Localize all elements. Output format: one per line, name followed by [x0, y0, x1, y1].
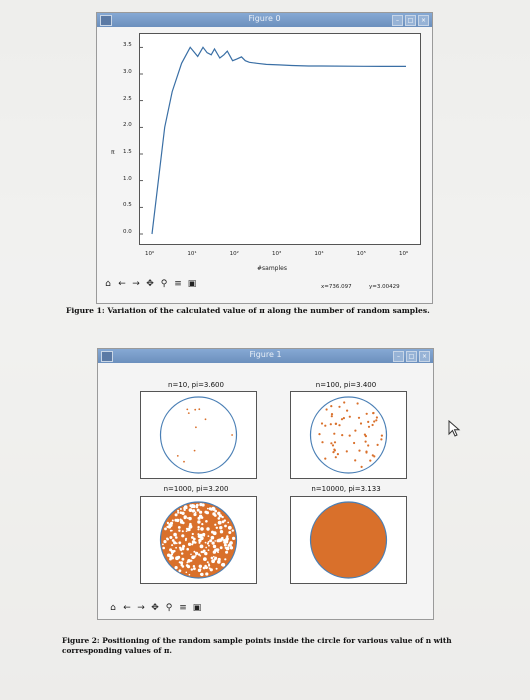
gap-mark — [185, 538, 187, 540]
figure-2-caption: Figure 2: Positioning of the random sample points inside the circle for various value of n with corresponding values of π. — [62, 636, 452, 655]
x-tick-label: 10⁰ — [145, 251, 155, 257]
gap-mark — [208, 563, 210, 565]
gap-mark — [173, 533, 177, 537]
sample-point — [343, 401, 345, 403]
gap-mark — [228, 526, 232, 530]
sample-point — [349, 435, 351, 437]
gap-mark — [186, 548, 189, 551]
gap-mark — [213, 531, 217, 535]
minimize-icon[interactable]: – — [393, 351, 404, 362]
sample-point — [354, 430, 356, 432]
gap-mark — [200, 527, 204, 531]
window-title: Figure 1 — [249, 350, 282, 359]
sample-point — [334, 441, 336, 443]
save-icon[interactable]: ▣ — [187, 279, 197, 289]
gap-mark — [224, 525, 227, 528]
titlebar[interactable] — [98, 349, 433, 363]
gap-mark — [225, 551, 228, 554]
sample-point — [365, 441, 367, 443]
gap-mark — [211, 536, 215, 540]
unit-circle — [161, 397, 237, 473]
gap-mark — [179, 569, 182, 572]
gap-mark — [196, 506, 198, 508]
gap-mark — [197, 509, 200, 512]
gap-mark — [199, 565, 202, 568]
titlebar[interactable] — [97, 13, 432, 27]
x-tick-label: 10¹ — [187, 251, 197, 257]
gap-mark — [220, 546, 223, 549]
gap-mark — [202, 504, 204, 506]
sample-point — [369, 460, 371, 462]
figure-1-caption: Figure 1: Variation of the calculated value of π along the number of random samples. — [66, 306, 430, 315]
gap-mark — [175, 547, 177, 549]
pan-icon[interactable]: ✥ — [151, 603, 159, 613]
gap-mark — [186, 530, 188, 532]
sample-point — [375, 419, 377, 421]
y-tick-label: 0.0 — [123, 229, 132, 235]
gap-mark — [210, 568, 213, 571]
home-icon[interactable]: ⌂ — [105, 279, 111, 289]
gap-mark — [189, 508, 193, 512]
gap-mark — [182, 546, 184, 548]
back-icon[interactable]: ← — [118, 279, 126, 289]
figure-1-window — [97, 348, 434, 620]
sample-point — [337, 453, 339, 455]
toolbar — [103, 279, 197, 289]
gap-mark — [171, 530, 173, 532]
gap-mark — [228, 531, 231, 534]
gap-mark — [175, 536, 178, 539]
gap-mark — [219, 526, 222, 529]
gap-mark — [216, 568, 218, 570]
gap-mark — [222, 520, 225, 523]
gap-mark — [167, 523, 169, 525]
gap-mark — [200, 573, 202, 575]
y-tick-label: 3.5 — [123, 42, 132, 49]
sample-point — [365, 435, 367, 437]
sample-point — [321, 422, 323, 424]
gap-mark — [208, 545, 210, 547]
sample-point — [324, 458, 326, 460]
subplot-title: n=10000, pi=3.133 — [311, 485, 381, 493]
gap-mark — [207, 508, 209, 510]
gap-mark — [169, 548, 172, 551]
gap-mark — [182, 530, 184, 532]
gap-mark — [226, 547, 230, 551]
gap-mark — [204, 511, 207, 514]
subplot-n100 — [290, 391, 407, 479]
sample-point — [372, 424, 374, 426]
sample-point — [324, 425, 326, 427]
pi-series-line — [152, 47, 406, 234]
gap-mark — [205, 520, 208, 523]
gap-mark — [201, 551, 203, 553]
sample-point — [349, 416, 351, 418]
gap-mark — [170, 557, 172, 559]
sample-point — [373, 455, 375, 457]
zoom-icon[interactable]: ⚲ — [165, 603, 173, 613]
sample-point — [381, 435, 383, 437]
sample-point — [332, 444, 334, 446]
sample-point — [205, 418, 207, 420]
configure-icon[interactable]: ≡ — [179, 603, 187, 613]
gap-mark — [227, 522, 229, 524]
gap-mark — [178, 526, 181, 529]
sample-point — [335, 456, 337, 458]
forward-icon[interactable]: → — [132, 279, 140, 289]
y-tick-label: 3.0 — [123, 69, 132, 75]
y-tick-label: 2.0 — [123, 122, 132, 129]
gap-mark — [168, 525, 171, 528]
sample-point — [361, 466, 363, 468]
sample-point — [353, 442, 355, 444]
gap-mark — [214, 510, 217, 513]
gap-mark — [188, 543, 191, 546]
gap-mark — [193, 551, 195, 553]
y-tick-label: 2.5 — [123, 95, 132, 102]
gap-mark — [187, 565, 190, 568]
sample-point — [335, 423, 337, 425]
sample-point — [177, 455, 179, 457]
sample-point — [368, 426, 370, 428]
sample-point — [331, 413, 333, 415]
gap-mark — [217, 512, 220, 515]
sample-point — [326, 408, 328, 410]
gap-mark — [212, 542, 215, 545]
sample-point — [330, 405, 332, 407]
minimize-icon[interactable]: – — [392, 15, 403, 26]
gap-mark — [186, 572, 188, 574]
gap-mark — [182, 558, 185, 561]
subplot-n10 — [140, 391, 257, 479]
gap-mark — [192, 533, 194, 535]
gap-mark — [232, 537, 235, 540]
sample-point — [360, 422, 362, 424]
gap-mark — [197, 528, 199, 530]
gap-mark — [172, 557, 174, 559]
gap-mark — [195, 553, 197, 555]
gap-mark — [218, 539, 222, 543]
sample-point — [358, 417, 360, 419]
sample-point — [188, 412, 190, 414]
gap-mark — [226, 535, 228, 537]
gap-mark — [181, 564, 184, 567]
gap-mark — [205, 542, 207, 544]
gap-mark — [218, 521, 220, 523]
gap-mark — [171, 553, 173, 555]
gap-mark — [213, 545, 216, 548]
gap-mark — [189, 525, 193, 529]
gap-mark — [208, 535, 210, 537]
gap-mark — [197, 520, 200, 523]
gap-mark — [177, 512, 179, 514]
gap-mark — [200, 545, 204, 549]
gap-mark — [179, 561, 181, 563]
window-title: Figure 0 — [248, 14, 281, 23]
sample-point — [357, 402, 359, 404]
gap-mark — [218, 517, 221, 520]
subplot-n1000 — [140, 496, 257, 584]
coordinate-y: y=3.00429 — [369, 284, 400, 290]
sample-point — [372, 412, 374, 414]
gap-mark — [198, 517, 201, 520]
gap-mark — [191, 504, 194, 507]
y-tick-label: 0.5 — [123, 202, 132, 209]
sample-point — [195, 426, 197, 428]
gap-mark — [187, 517, 189, 519]
gap-mark — [193, 538, 196, 541]
x-tick-label: 10³ — [272, 251, 282, 257]
sample-point — [367, 444, 369, 446]
gap-mark — [204, 552, 207, 555]
gap-mark — [205, 572, 208, 575]
sample-point — [341, 418, 343, 420]
sample-point — [321, 441, 323, 443]
gap-mark — [194, 541, 196, 543]
sample-point — [373, 420, 375, 422]
y-tick-label: 1.0 — [123, 175, 132, 182]
y-tick-label: 1.5 — [123, 149, 132, 155]
x-tick-label: 10⁴ — [314, 251, 324, 257]
gap-mark — [199, 511, 202, 514]
sample-point — [183, 461, 185, 463]
sample-point — [365, 451, 367, 453]
back-icon[interactable]: ← — [123, 603, 131, 613]
gap-mark — [171, 544, 173, 546]
gap-mark — [217, 548, 220, 551]
gap-mark — [180, 508, 182, 510]
gap-mark — [208, 549, 210, 551]
subplot-title: n=100, pi=3.400 — [315, 381, 377, 389]
sample-point — [194, 409, 196, 411]
sample-point — [330, 442, 332, 444]
gap-mark — [230, 546, 233, 549]
sample-point — [343, 417, 345, 419]
sample-point — [358, 450, 360, 452]
x-axis-label: #samples — [257, 265, 287, 272]
sample-point — [338, 424, 340, 426]
gap-mark — [218, 558, 221, 561]
gap-mark — [223, 539, 226, 542]
gap-mark — [195, 555, 197, 557]
gap-mark — [212, 512, 215, 515]
sample-point — [376, 416, 378, 418]
gap-mark — [175, 566, 178, 569]
sample-point — [318, 433, 320, 435]
pi-line-plot — [140, 34, 420, 244]
gap-mark — [228, 543, 231, 546]
sample-point — [332, 451, 334, 453]
gap-mark — [214, 540, 216, 542]
gap-mark — [184, 515, 187, 518]
pan-icon[interactable]: ✥ — [146, 279, 154, 289]
sample-point — [338, 406, 340, 408]
subplot-title: n=10, pi=3.600 — [168, 381, 224, 389]
gap-mark — [224, 544, 227, 547]
gap-mark — [203, 567, 206, 570]
gap-mark — [162, 544, 164, 546]
sample-point — [380, 438, 382, 440]
gap-mark — [184, 505, 188, 509]
gap-mark — [188, 517, 191, 520]
gap-mark — [190, 554, 192, 556]
plot-area — [139, 33, 421, 245]
mouse-cursor-icon — [448, 420, 462, 438]
gap-mark — [178, 530, 180, 532]
sample-point — [330, 423, 332, 425]
gap-mark — [182, 521, 184, 523]
gap-mark — [193, 513, 196, 516]
x-tick-label: 10² — [229, 251, 239, 257]
sample-point — [341, 434, 343, 436]
gap-mark — [214, 549, 217, 552]
gap-mark — [164, 528, 167, 531]
home-icon[interactable]: ⌂ — [110, 603, 116, 613]
gap-mark — [183, 509, 185, 511]
gap-mark — [177, 519, 179, 521]
gap-mark — [198, 569, 201, 572]
sample-point — [346, 410, 348, 412]
gap-mark — [205, 547, 207, 549]
forward-icon[interactable]: → — [137, 603, 145, 613]
save-icon[interactable]: ▣ — [192, 603, 202, 613]
gap-mark — [191, 568, 193, 570]
gap-mark — [178, 541, 181, 544]
gap-mark — [221, 516, 223, 518]
subplot-n10000 — [290, 496, 407, 584]
sample-point — [367, 421, 369, 423]
sample-point — [333, 433, 335, 435]
figure-0-window — [96, 12, 433, 304]
y-axis-label: π — [111, 149, 115, 156]
subplot-title: n=1000, pi=3.200 — [163, 485, 229, 493]
gap-mark — [197, 526, 199, 528]
sample-point — [377, 444, 379, 446]
gap-mark — [169, 536, 172, 539]
sample-point — [194, 450, 196, 452]
zoom-icon[interactable]: ⚲ — [160, 279, 168, 289]
unit-circle — [311, 397, 387, 473]
gap-mark — [206, 527, 209, 530]
toolbar — [108, 603, 202, 613]
gap-mark — [167, 538, 169, 540]
gap-mark — [193, 565, 195, 567]
close-icon[interactable]: × — [419, 351, 430, 362]
gap-mark — [232, 529, 234, 531]
gap-mark — [214, 524, 216, 526]
gap-mark — [221, 563, 224, 566]
sample-point — [186, 409, 188, 411]
gap-mark — [163, 540, 166, 543]
gap-mark — [177, 510, 179, 512]
maximize-icon[interactable]: □ — [406, 351, 417, 362]
gap-mark — [181, 552, 183, 554]
gap-mark — [207, 561, 209, 563]
gap-mark — [190, 560, 192, 562]
gap-mark — [217, 551, 219, 553]
gap-mark — [173, 541, 176, 544]
gap-mark — [212, 507, 215, 510]
gap-mark — [191, 543, 193, 545]
gap-mark — [192, 556, 195, 559]
sample-point — [334, 449, 336, 451]
sample-point — [198, 408, 200, 410]
gap-mark — [198, 553, 200, 555]
gap-mark — [216, 527, 218, 529]
gap-mark — [203, 557, 207, 561]
gap-mark — [192, 509, 195, 512]
sample-point — [354, 459, 356, 461]
gap-mark — [214, 557, 217, 560]
gap-mark — [177, 556, 180, 559]
gap-mark — [221, 537, 224, 540]
sample-point — [231, 434, 233, 436]
gap-mark — [209, 507, 212, 510]
gap-mark — [172, 520, 174, 522]
configure-icon[interactable]: ≡ — [174, 279, 182, 289]
gap-mark — [189, 529, 191, 531]
x-tick-label: 10⁶ — [399, 251, 409, 257]
gap-mark — [189, 574, 191, 576]
gap-mark — [208, 541, 210, 543]
gap-mark — [212, 560, 215, 563]
x-tick-label: 10⁵ — [356, 251, 366, 257]
gap-mark — [181, 534, 184, 537]
close-icon[interactable]: × — [418, 15, 429, 26]
gap-mark — [175, 513, 178, 516]
gap-mark — [193, 567, 196, 570]
gap-mark — [211, 557, 214, 560]
gap-mark — [213, 556, 215, 558]
unit-circle — [311, 502, 387, 578]
sample-point — [346, 450, 348, 452]
gap-mark — [179, 547, 181, 549]
gap-mark — [199, 542, 201, 544]
gap-mark — [200, 536, 202, 538]
gap-mark — [201, 523, 203, 525]
gap-mark — [209, 539, 212, 542]
sample-point — [331, 415, 333, 417]
gap-mark — [162, 547, 165, 550]
coordinate-x: x=736.097 — [321, 284, 352, 290]
maximize-icon[interactable]: □ — [405, 15, 416, 26]
sample-point — [366, 413, 368, 415]
gap-mark — [220, 530, 223, 533]
gap-mark — [181, 512, 184, 515]
gap-mark — [224, 558, 226, 560]
